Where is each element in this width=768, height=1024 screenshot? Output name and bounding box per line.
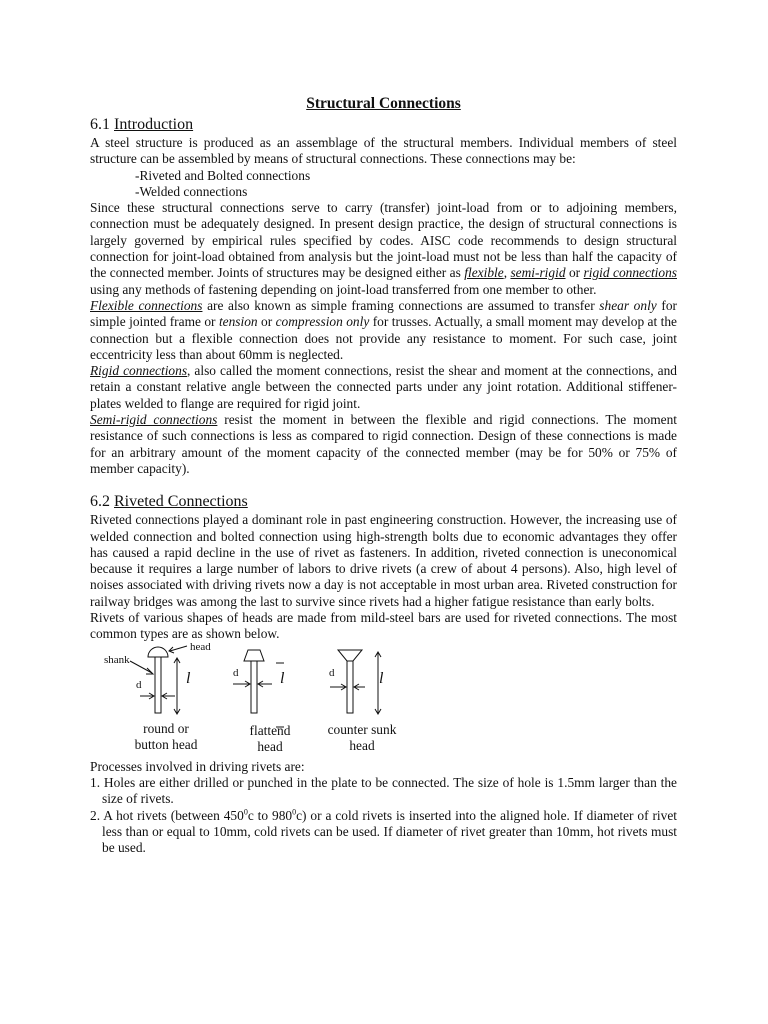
caption-line: counter sunk bbox=[327, 721, 397, 737]
term-shear-only: shear only bbox=[599, 297, 657, 313]
list-item bbox=[90, 808, 677, 857]
list-item: 1. Holes are either drilled or punched in the plate to be connected. The size of hole is 1.5mm larger than the size of rivets. bbox=[90, 774, 677, 807]
shank-leader-line bbox=[130, 661, 152, 673]
superscript: 0 bbox=[243, 807, 248, 817]
document-title: Structural Connections bbox=[306, 95, 461, 112]
term-rigid: Rigid connections bbox=[90, 363, 188, 379]
section-title: Riveted Connections bbox=[114, 493, 248, 511]
text-run: , also called the moment connections, resist the shear and moment at the connections, and retain a constant relative angle between the connected parts under any joint rotation. Additional stiffener-plates welded to flange are required for rigid joint. bbox=[90, 363, 677, 411]
button-head-shape bbox=[148, 647, 168, 657]
section-title: Introduction bbox=[114, 116, 194, 133]
term-rigid-connections: rigid connections bbox=[583, 265, 677, 281]
shank-label: shank bbox=[104, 653, 130, 666]
term-compression-only: compression only bbox=[275, 314, 370, 330]
section-heading-riveted bbox=[90, 491, 677, 512]
length-label: l bbox=[379, 669, 384, 687]
term-flexible-connections: Flexible connections bbox=[90, 297, 203, 313]
riveted-paragraph: Riveted connections played a dominant role in past engineering construction. However, the increasing use of welded connection and bolted connection using high-strength bolts due to economic advantages they offer has caused a rapid decline in the use of rivet as fasteners. In addition, riveted connection is uneconomical because it requires a large number of labors to drive rivets (a crew of about 4 persons). Also, high level of noises associated with driving rivets now a day is not acceptable in most urban area. Riveted construction for railway bridges was among the last to survive since rivets had a higher fatigue resistance than early bolts. bbox=[90, 512, 677, 609]
rivet-types-figure bbox=[90, 640, 677, 759]
length-label: l bbox=[186, 669, 191, 687]
design-paragraph bbox=[90, 200, 677, 298]
process-list bbox=[90, 775, 677, 856]
caption-line: flattend bbox=[249, 722, 291, 738]
list-item: -Welded connections bbox=[135, 183, 248, 199]
text-run: , bbox=[503, 265, 511, 281]
text-run: resist the moment in between the flexible and rigid connections. The moment resistance of such connections is less as compared to rigid connection. Design of these connections is made for an arbitrary amount of the moment capacity of the connected member (may be for 50% or 75% of member capacity). bbox=[90, 412, 678, 476]
caption-line: head bbox=[349, 737, 375, 753]
section-heading-introduction bbox=[90, 114, 677, 135]
section-number: 6.1 bbox=[90, 116, 114, 133]
text-run: or bbox=[565, 265, 584, 281]
text-run: c) or a cold rivets is inserted into the aligned hole. If diameter of rivet less than or equal to 10mm, cold rivets can be used. If diameter of rivet greater than 10mm, hot rivets must be used. bbox=[102, 807, 677, 856]
countersunk-head-shape bbox=[338, 650, 362, 661]
rivet-caption-round bbox=[126, 721, 206, 753]
length-label: l bbox=[280, 669, 285, 687]
text-run: for trusses. Actually, a small moment may develop at the connection but a flexible connection does not provide any resistance to moment. For such case, joint eccentricity less than about 60mm is neglected. bbox=[90, 314, 677, 362]
spacer bbox=[90, 477, 677, 491]
term-tension: tension bbox=[218, 314, 258, 330]
diameter-label: d bbox=[329, 666, 335, 679]
term-semi-rigid: semi-rigid bbox=[510, 265, 566, 281]
text-run: 2. A hot rivets (between 450 bbox=[90, 807, 244, 823]
flattened-head-shape bbox=[244, 650, 264, 661]
caption-line: round or bbox=[143, 720, 189, 736]
intro-paragraph: A steel structure is produced as an assemblage of the structural members. Individual members of steel structure can be assembled by means of structural connections. These connections may be: bbox=[90, 135, 677, 167]
rivet-shank bbox=[155, 657, 161, 713]
text-run: using any methods of fastening depending on joint-load transferred from one member to other. bbox=[90, 281, 597, 297]
caption-line: button head bbox=[134, 736, 198, 752]
text-run: Since these structural connections serve to carry (transfer) joint-load from or to adjoining members, connection must be adequately designed. In present design practice, the design of structural connections is largely governed by empirical rules specified by codes. AISC code recommends to design structural connection for joint-load obtained from analysis but the joint-load must not be less than half the capacity of the connected member. Joints of structures may be designed either as bbox=[90, 200, 677, 281]
semi-rigid-paragraph bbox=[90, 412, 677, 477]
superscript: 0 bbox=[292, 807, 297, 817]
rivet-shapes-paragraph: Rivets of various shapes of heads are made from mild-steel bars are used for riveted connections. The most common types are as shown below. bbox=[90, 610, 677, 642]
shank-arrow bbox=[146, 668, 153, 674]
diameter-label: d bbox=[136, 678, 142, 691]
rivet-caption-flattened bbox=[230, 723, 310, 755]
flexible-paragraph bbox=[90, 298, 677, 363]
term-semi-rigid-connections: Semi-rigid connections bbox=[90, 412, 218, 428]
caption-line: head bbox=[257, 738, 283, 754]
text-run: for simple jointed frame or bbox=[90, 297, 677, 330]
text-run: c to 980 bbox=[247, 807, 293, 823]
term-flexible: flexible bbox=[464, 265, 504, 281]
process-intro: Processes involved in driving rivets are: bbox=[90, 758, 305, 774]
section-number: 6.2 bbox=[90, 493, 114, 511]
rivet-caption-countersunk bbox=[316, 722, 408, 754]
head-label: head bbox=[190, 640, 211, 653]
text-run: are also known as simple framing connections are assumed to transfer bbox=[202, 297, 600, 313]
list-item: -Riveted and Bolted connections bbox=[135, 167, 311, 183]
document-page bbox=[90, 94, 677, 856]
text-run: or bbox=[257, 314, 276, 330]
rigid-paragraph bbox=[90, 363, 677, 412]
diameter-label: d bbox=[233, 666, 239, 679]
